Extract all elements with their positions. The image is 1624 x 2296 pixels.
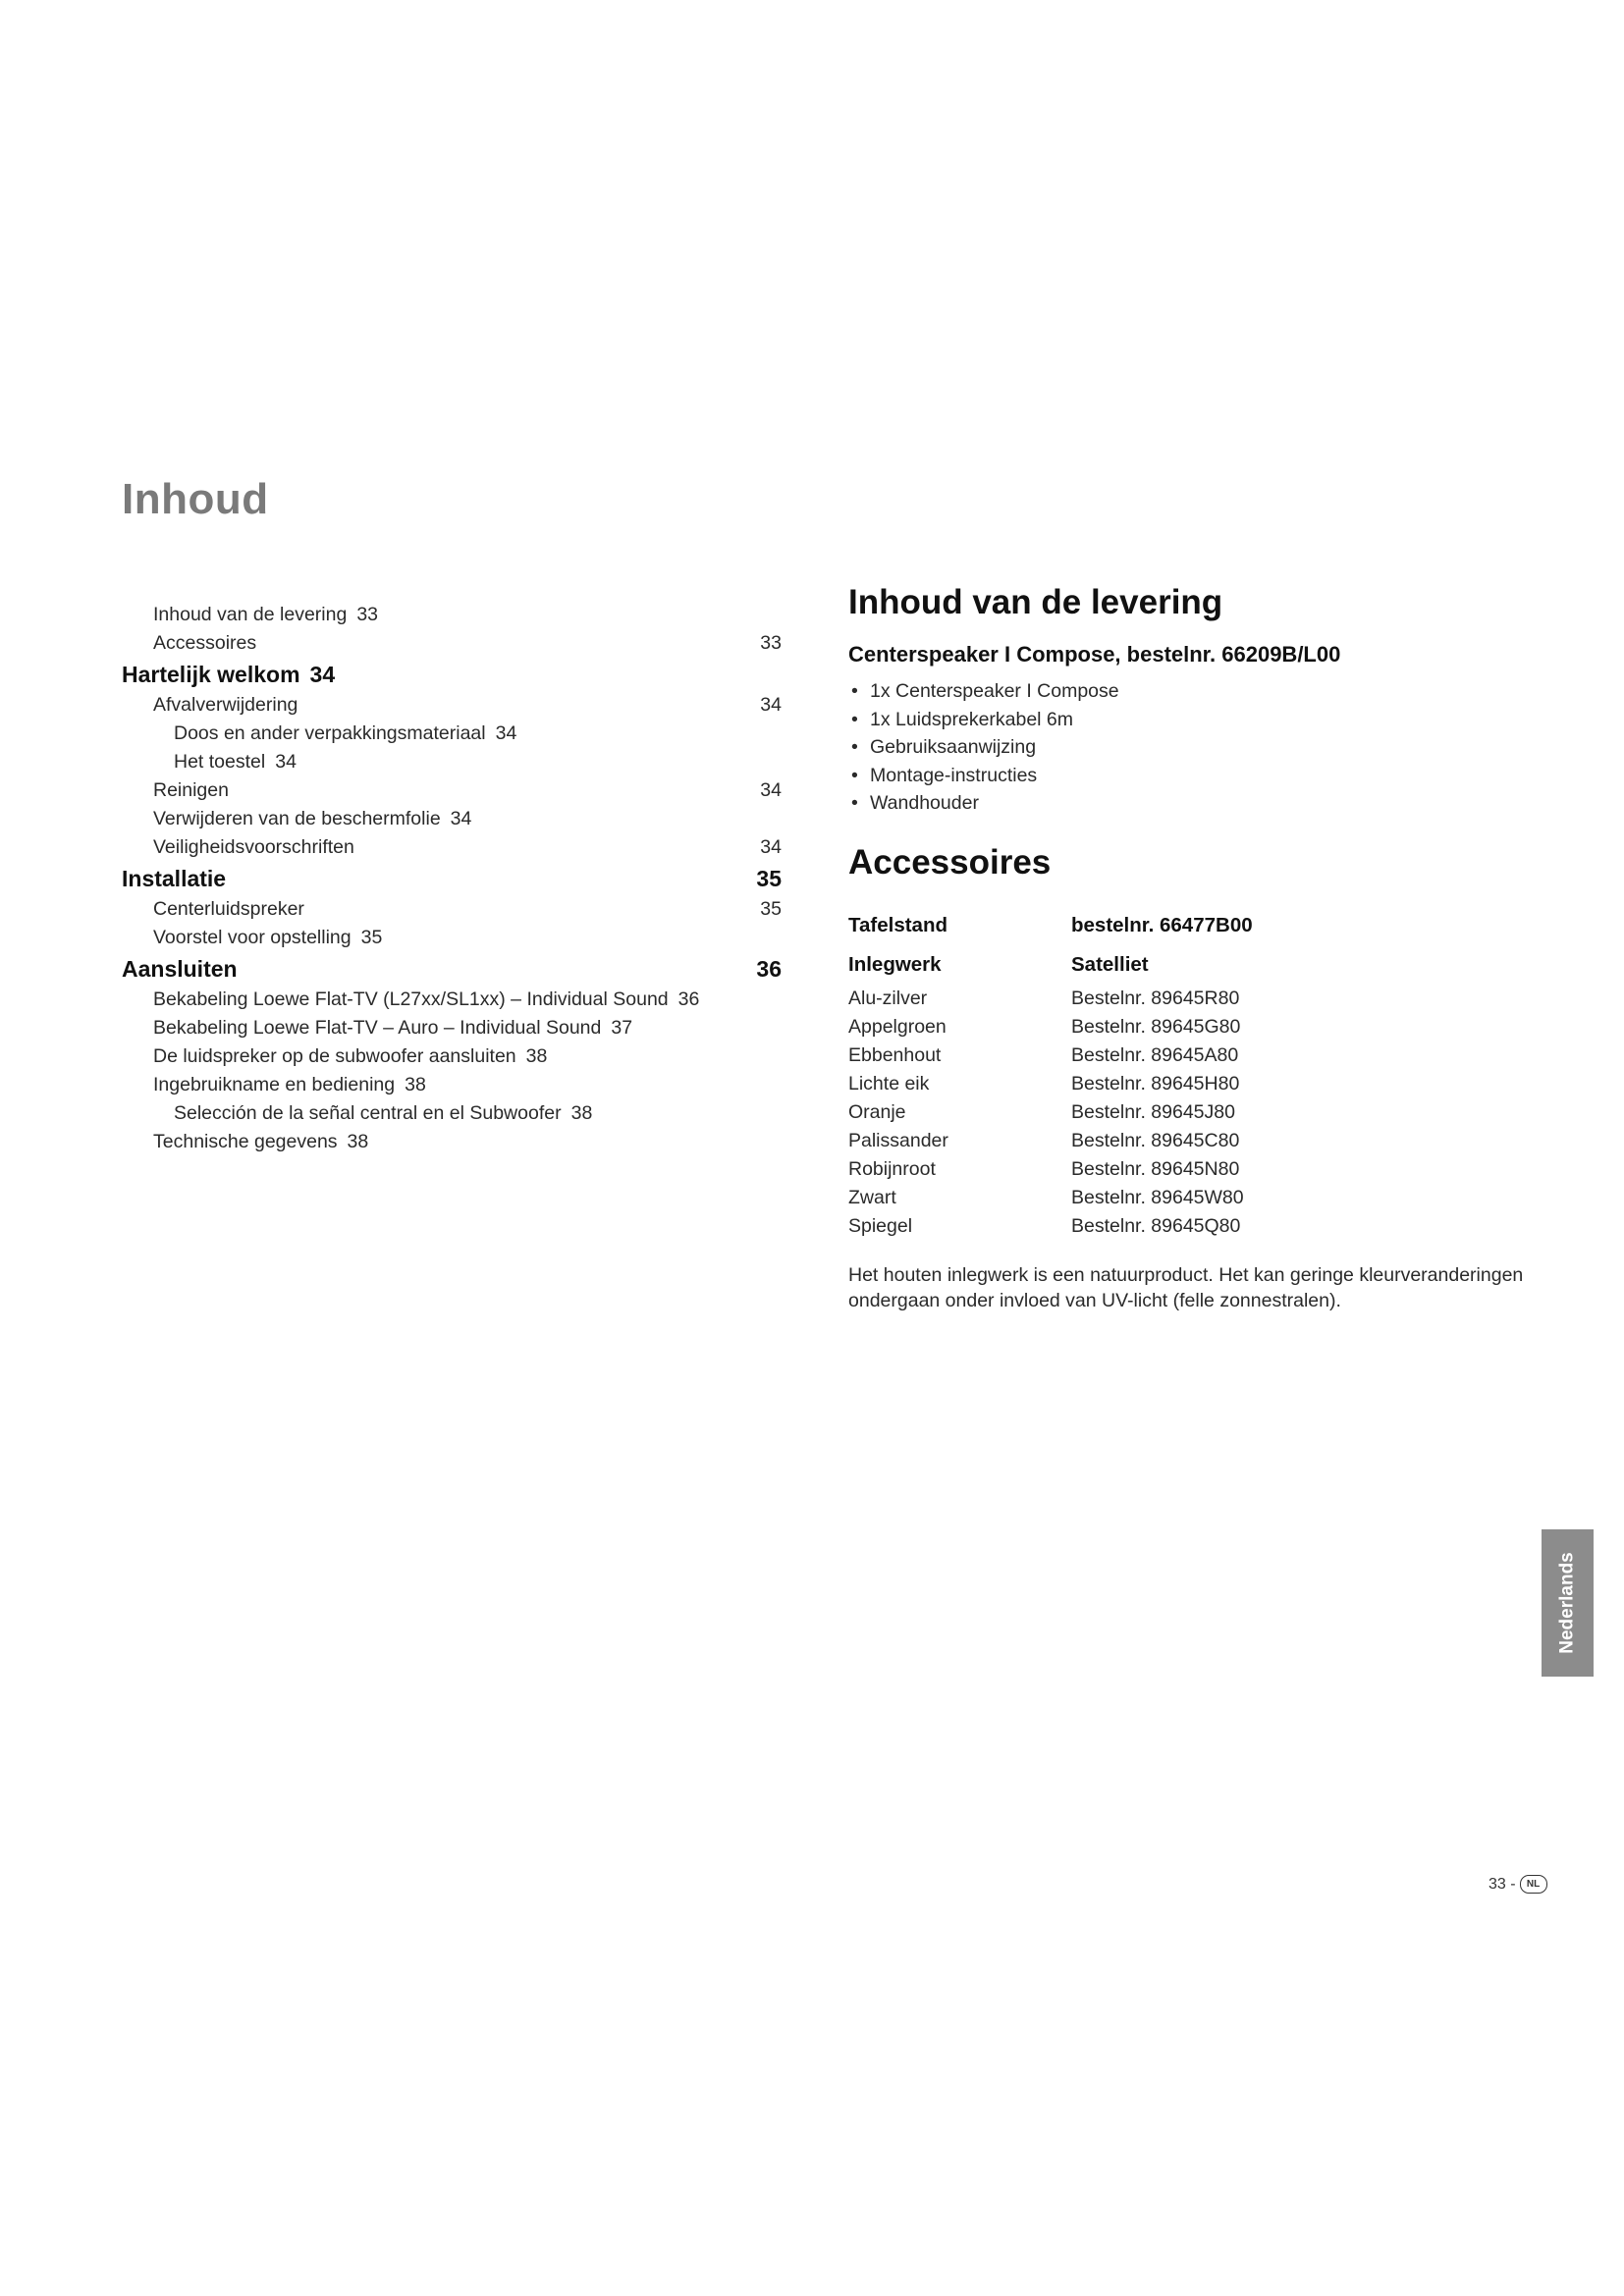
toc-page: 37 bbox=[611, 1017, 633, 1039]
toc-heading bbox=[122, 952, 782, 986]
toc-heading bbox=[122, 862, 782, 895]
table-row bbox=[848, 1184, 1536, 1212]
table-cell: Zwart bbox=[848, 1186, 896, 1208]
toc-text: Centerluidspreker bbox=[153, 898, 304, 920]
toc-page: 38 bbox=[570, 1102, 593, 1124]
list-item: • Gebruiksaanwijzing bbox=[848, 733, 1536, 762]
table-cell: Bestelnr. 89645G80 bbox=[1071, 1015, 1241, 1038]
toc-text: Bekabeling Loewe Flat-TV (L27xx/SL1xx) – Individual Sound bbox=[153, 988, 669, 1010]
table-cell: Palissander bbox=[848, 1129, 948, 1151]
toc-entry bbox=[122, 986, 782, 1014]
header-cell: Inlegwerk bbox=[848, 952, 942, 976]
table-row bbox=[848, 1041, 1536, 1070]
toc-entry bbox=[122, 720, 782, 748]
table-row bbox=[848, 1127, 1536, 1155]
toc-page: 34 bbox=[760, 694, 782, 716]
table-cell: Bestelnr. 89645R80 bbox=[1071, 987, 1240, 1009]
toc-page: 38 bbox=[525, 1045, 548, 1067]
delivery-list bbox=[848, 677, 1536, 818]
toc-text: Voorstel voor opstelling bbox=[153, 927, 352, 948]
toc-entry bbox=[122, 1042, 782, 1071]
toc-text: Ingebruikname en bediening bbox=[153, 1074, 396, 1095]
toc-page: 38 bbox=[405, 1074, 426, 1095]
table-cell: Bestelnr. 89645A80 bbox=[1071, 1043, 1239, 1066]
toc-entry bbox=[122, 1014, 782, 1042]
page-title: Inhoud bbox=[122, 475, 269, 523]
table-cell: Bestelnr. 89645J80 bbox=[1071, 1100, 1235, 1123]
table-row bbox=[848, 1013, 1536, 1041]
table-cell: Appelgroen bbox=[848, 1015, 947, 1038]
toc-text: Het toestel bbox=[174, 751, 266, 773]
table-cell: Bestelnr. 89645C80 bbox=[1071, 1129, 1240, 1151]
table-cell: Lichte eik bbox=[848, 1072, 930, 1095]
table-cell: Alu-zilver bbox=[848, 987, 928, 1009]
nl-badge-icon: NL bbox=[1520, 1875, 1547, 1894]
table-row bbox=[848, 1070, 1536, 1098]
table-row bbox=[848, 1155, 1536, 1184]
toc-page: 34 bbox=[275, 751, 297, 773]
toc-entry bbox=[122, 1071, 782, 1099]
toc-page: 35 bbox=[760, 898, 782, 920]
toc-text: Installatie bbox=[122, 866, 227, 891]
toc-page: 35 bbox=[360, 927, 383, 948]
toc-text: Doos en ander verpakkingsmateriaal bbox=[174, 722, 486, 744]
toc-text: Hartelijk welkom bbox=[122, 662, 300, 687]
language-tab bbox=[1542, 1529, 1594, 1677]
table-of-contents bbox=[122, 601, 782, 1156]
toc-page: 34 bbox=[309, 662, 336, 687]
toc-page: 34 bbox=[450, 808, 472, 829]
page-number: 33 - bbox=[1489, 1875, 1516, 1893]
table-cell: Oranje bbox=[848, 1100, 906, 1123]
table-cell: Bestelnr. 89645W80 bbox=[1071, 1186, 1244, 1208]
toc-entry bbox=[122, 601, 782, 629]
table-row bbox=[848, 1098, 1536, 1127]
table-cell: Bestelnr. 89645H80 bbox=[1071, 1072, 1240, 1095]
right-column bbox=[848, 579, 1536, 1313]
toc-entry bbox=[122, 776, 782, 805]
toc-entry bbox=[122, 629, 782, 658]
toc-text: Afvalverwijdering bbox=[153, 694, 298, 716]
accessories-header-row bbox=[848, 906, 1536, 945]
accessories-header-row bbox=[848, 945, 1536, 985]
toc-entry bbox=[122, 924, 782, 952]
toc-entry bbox=[122, 833, 782, 862]
toc-page: 36 bbox=[677, 988, 700, 1010]
page-footer bbox=[1489, 1875, 1547, 1894]
toc-text: Selección de la señal central en el Subwoofer bbox=[174, 1102, 562, 1124]
toc-page: 34 bbox=[760, 836, 782, 858]
toc-text: Veiligheidsvoorschriften bbox=[153, 836, 354, 858]
table-cell: Spiegel bbox=[848, 1214, 913, 1237]
toc-page: 36 bbox=[756, 956, 782, 982]
toc-text: Accessoires bbox=[153, 632, 257, 654]
accessories-table bbox=[848, 906, 1536, 1241]
language-tab-label: Nederlands bbox=[1556, 1552, 1578, 1654]
toc-entry bbox=[122, 895, 782, 924]
toc-text: Verwijderen van de beschermfolie bbox=[153, 808, 441, 829]
toc-heading bbox=[122, 658, 782, 691]
table-cell: Ebbenhout bbox=[848, 1043, 942, 1066]
toc-text: Aansluiten bbox=[122, 956, 238, 982]
toc-entry bbox=[122, 691, 782, 720]
table-cell: Bestelnr. 89645N80 bbox=[1071, 1157, 1240, 1180]
toc-entry bbox=[122, 1099, 782, 1128]
delivery-title: Inhoud van de levering bbox=[848, 583, 1223, 621]
toc-text: Reinigen bbox=[153, 779, 229, 801]
header-cell: bestelnr. 66477B00 bbox=[1071, 913, 1253, 936]
toc-text: De luidspreker op de subwoofer aansluiten bbox=[153, 1045, 516, 1067]
table-row bbox=[848, 985, 1536, 1013]
toc-text: Technische gegevens bbox=[153, 1131, 338, 1152]
table-cell: Bestelnr. 89645Q80 bbox=[1071, 1214, 1241, 1237]
list-item: • Montage-instructies bbox=[848, 762, 1536, 790]
toc-entry bbox=[122, 805, 782, 833]
list-item: • Wandhouder bbox=[848, 789, 1536, 818]
toc-page: 35 bbox=[756, 866, 782, 891]
toc-page: 38 bbox=[347, 1131, 369, 1152]
header-cell: Satelliet bbox=[1071, 952, 1149, 976]
list-item: • 1x Centerspeaker I Compose bbox=[848, 677, 1536, 706]
toc-page: 33 bbox=[760, 632, 782, 654]
toc-entry bbox=[122, 748, 782, 776]
toc-page: 34 bbox=[495, 722, 517, 744]
header-cell: Tafelstand bbox=[848, 913, 947, 936]
toc-text: Bekabeling Loewe Flat-TV – Auro – Individual Sound bbox=[153, 1017, 602, 1039]
toc-text: Inhoud van de levering bbox=[153, 604, 348, 625]
toc-entry bbox=[122, 1128, 782, 1156]
accessories-title: Accessoires bbox=[848, 842, 1052, 881]
accessories-note: Het houten inlegwerk is een natuurproduct. Het kan geringe kleurveranderingen ondergaan onder invloed van UV-licht (felle zonnestralen). bbox=[848, 1263, 1524, 1311]
toc-page: 34 bbox=[760, 779, 782, 801]
toc-page: 33 bbox=[356, 604, 379, 625]
table-cell: Robijnroot bbox=[848, 1157, 936, 1180]
list-item: • 1x Luidsprekerkabel 6m bbox=[848, 706, 1536, 734]
delivery-subtitle: Centerspeaker I Compose, bestelnr. 66209B/L00 bbox=[848, 642, 1341, 667]
table-row bbox=[848, 1212, 1536, 1241]
